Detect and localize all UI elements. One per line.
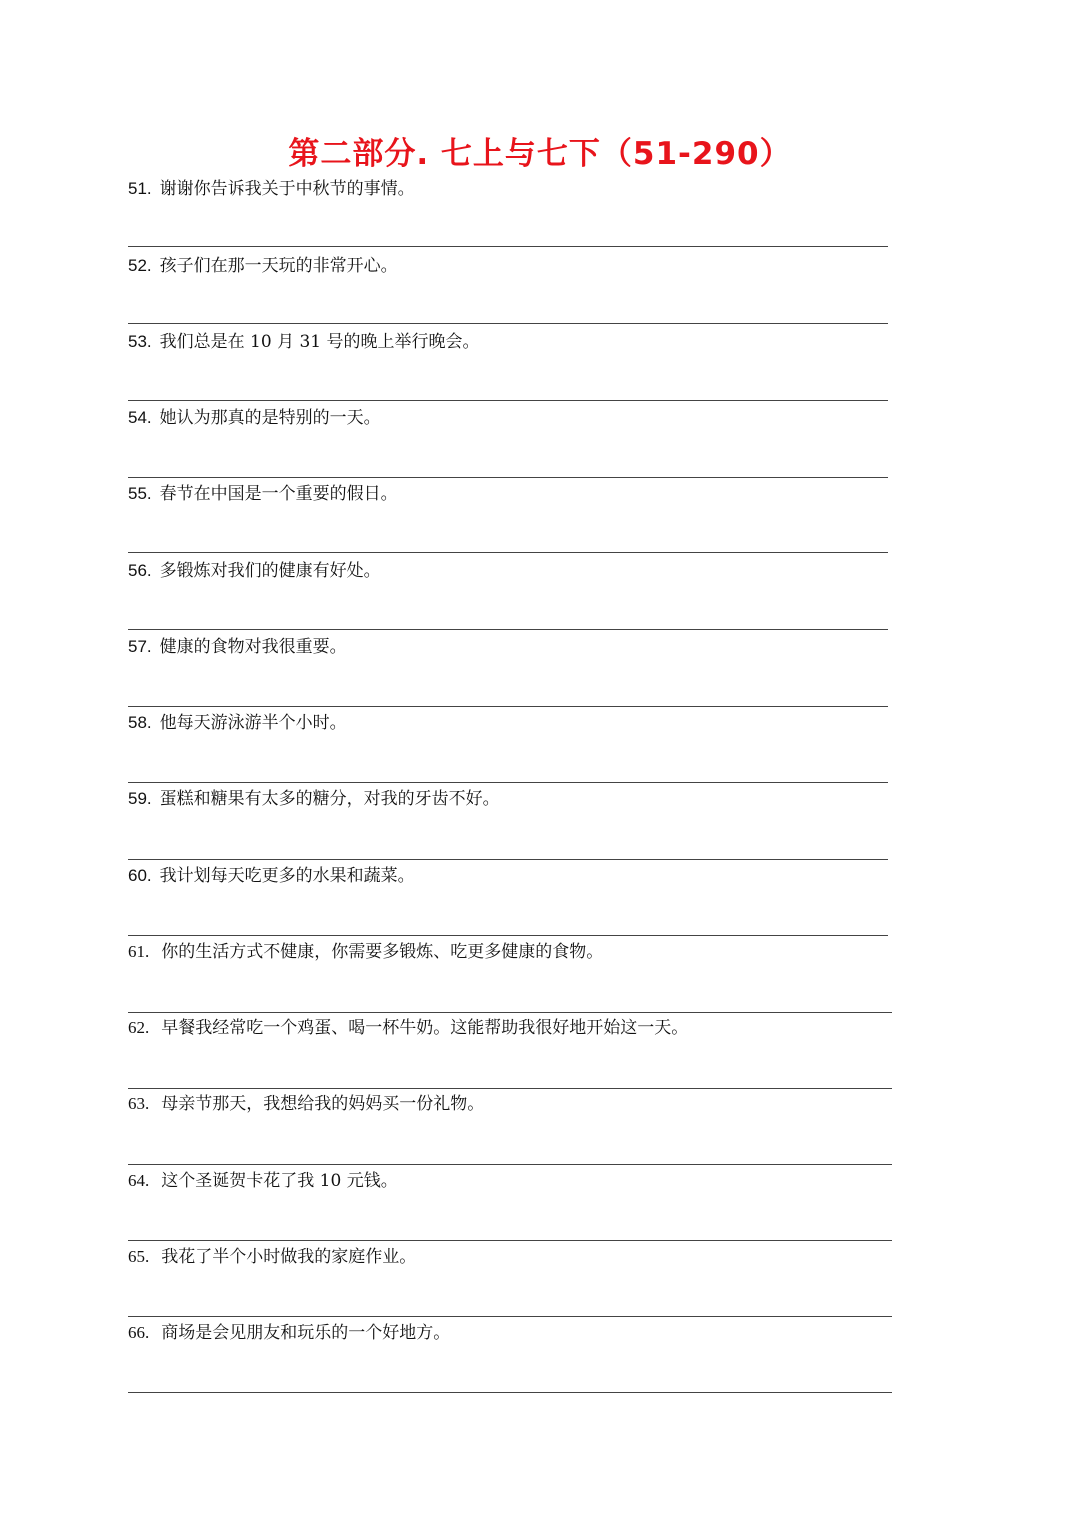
exercise-number: 65. [128, 1247, 150, 1266]
exercise-item [128, 708, 347, 738]
answer-line[interactable] [128, 246, 888, 247]
exercise-item [128, 327, 480, 357]
answer-line[interactable] [128, 935, 888, 936]
exercise-sentence: 早餐我经常吃一个鸡蛋、喝一杯牛奶。这能帮助我很好地开始这一天。 [161, 1018, 689, 1038]
exercise-number: 54. [128, 408, 152, 427]
answer-line[interactable] [128, 552, 888, 553]
exercise-item [128, 1013, 688, 1043]
exercise-sentence: 孩子们在那一天玩的非常开心。 [159, 256, 398, 276]
exercise-sentence: 春节在中国是一个重要的假日。 [159, 484, 398, 504]
exercise-sentence: 多锻炼对我们的健康有好处。 [159, 561, 381, 581]
exercise-sentence: 我花了半个小时做我的家庭作业。 [161, 1247, 417, 1267]
answer-line[interactable] [128, 1240, 892, 1241]
answer-line[interactable] [128, 706, 888, 707]
exercise-item [128, 861, 415, 891]
exercise-number: 56. [128, 561, 152, 580]
exercise-number: 58. [128, 713, 152, 732]
answer-line[interactable] [128, 1164, 892, 1165]
exercise-number: 63. [128, 1094, 150, 1113]
answer-line[interactable] [128, 477, 888, 478]
exercise-item [128, 632, 347, 662]
exercise-item [128, 1089, 484, 1119]
exercise-sentence: 这个圣诞贺卡花了我 10 元钱。 [161, 1171, 398, 1191]
exercise-item [128, 937, 603, 967]
exercise-item [128, 403, 381, 433]
exercise-item [128, 1318, 450, 1348]
exercise-number: 61. [128, 942, 150, 961]
exercise-sentence: 商场是会见朋友和玩乐的一个好地方。 [161, 1323, 451, 1343]
exercise-sentence: 我计划每天吃更多的水果和蔬菜。 [159, 866, 415, 886]
exercise-number: 66. [128, 1323, 150, 1342]
exercise-sentence: 谢谢你告诉我关于中秋节的事情。 [159, 179, 415, 199]
exercise-sentence: 健康的食物对我很重要。 [159, 637, 347, 657]
exercise-number: 57. [128, 637, 152, 656]
exercise-sentence: 他每天游泳游半个小时。 [159, 713, 347, 733]
answer-line[interactable] [128, 400, 888, 401]
exercise-number: 62. [128, 1018, 150, 1037]
exercise-item [128, 251, 398, 281]
answer-line[interactable] [128, 1392, 892, 1393]
exercise-sentence: 我们总是在 10 月 31 号的晚上举行晚会。 [159, 332, 480, 352]
exercise-item [128, 174, 415, 204]
exercise-item [128, 1242, 416, 1272]
exercise-number: 60. [128, 866, 152, 885]
exercise-item [128, 784, 500, 814]
answer-line[interactable] [128, 323, 888, 324]
exercise-number: 52. [128, 256, 152, 275]
answer-line[interactable] [128, 629, 888, 630]
answer-line[interactable] [128, 859, 888, 860]
exercise-item [128, 1166, 398, 1196]
exercise-item [128, 479, 398, 509]
answer-line[interactable] [128, 782, 888, 783]
exercise-number: 51. [128, 179, 152, 198]
page-title: 第二部分. 七上与七下（51-290） [288, 136, 792, 172]
exercise-number: 53. [128, 332, 152, 351]
exercise-sentence: 母亲节那天，我想给我的妈妈买一份礼物。 [161, 1094, 485, 1114]
exercise-number: 59. [128, 789, 152, 808]
exercise-number: 64. [128, 1171, 150, 1190]
answer-line[interactable] [128, 1316, 892, 1317]
exercise-number: 55. [128, 484, 152, 503]
exercise-sentence: 她认为那真的是特别的一天。 [159, 408, 381, 428]
exercise-sentence: 蛋糕和糖果有太多的糖分，对我的牙齿不好。 [159, 789, 500, 809]
exercise-item [128, 556, 381, 586]
exercise-sentence: 你的生活方式不健康，你需要多锻炼、吃更多健康的食物。 [161, 942, 604, 962]
